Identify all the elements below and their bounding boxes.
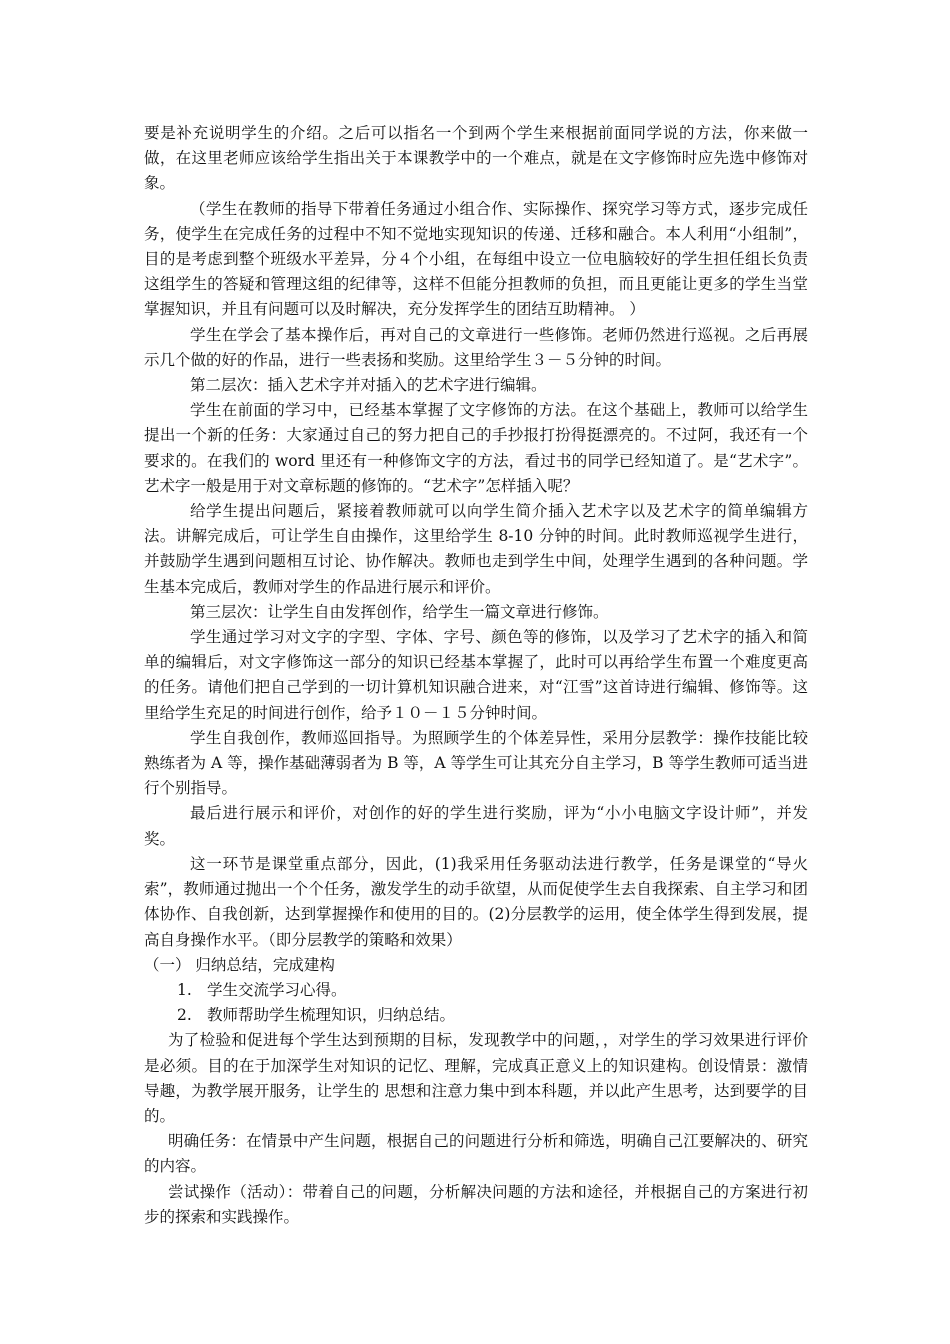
paragraph: 学生通过学习对文字的字型、字体、字号、颜色等的修饰，以及学习了艺术字的插入和简单的编辑后，对文字修饰这一部分的知识已经基本掌握了，此时可以再给学生布置一个难度更高的任务。请他们把自己学到的一切计算机知识融合进来，对“江雪”这首诗进行编辑、修饰等。这里给学生充足的时间进行创作，给予１０－１５分钟时间。 bbox=[144, 628, 808, 722]
paragraph: 学生在前面的学习中，已经基本掌握了文字修饰的方法。在这个基础上，教师可以给学生提出一个新的任务：大家通过自己的努力把自己的手抄报打扮得挺漂亮的。不过阿，我还有一个要求的。在我们的 word 里还有一种修饰文字的方法，看过书的同学已经知道了。是“艺术字”。艺术字一般是用于对文章标题的修饰的。“艺术字”怎样插入呢？ bbox=[144, 401, 808, 495]
paragraph: （学生在教师的指导下带着任务通过小组合作、实际操作、探究学习等方式，逐步完成任务，使学生在完成任务的过程中不知不觉地实现知识的传递、迁移和融合。本人利用“小组制”，目的是考虑到整个班级水平差异，分４个小组，在每组中设立一位电脑较好的学生担任组长负责这组学生的答疑和管理这组的纪律等，这样不但能分担教师的负担，而且更能让更多的学生当堂掌握知识，并且有问题可以及时解决，充分发挥学生的团结互助精神。 ） bbox=[144, 199, 808, 319]
document-body bbox=[144, 121, 808, 1230]
paragraph: 给学生提出问题后，紧接着教师就可以向学生简介插入艺术字以及艺术字的简单编辑方法。讲解完成后，可让学生自由操作，这里给学生 8-10 分钟的时间。此时教师巡视学生进行，并鼓励学生遇到问题相互讨论、协作解决。教师也走到学生中间，处理学生遇到的各种问题。学生基本完成后，教师对学生的作品进行展示和评价。 bbox=[144, 502, 808, 596]
paragraph: 明确任务：在情景中产生问题，根据自己的问题进行分析和筛选，明确自己江要解决的、研究的内容。 bbox=[144, 1132, 808, 1176]
paragraph: 要是补充说明学生的介绍。之后可以指名一个到两个学生来根据前面同学说的方法，你来做一做，在这里老师应该给学生指出关于本课教学中的一个难点，就是在文字修饰时应先选中修饰对象。 bbox=[144, 124, 808, 193]
list-text: 学生交流学习心得。 bbox=[207, 980, 347, 999]
paragraph: 最后进行展示和评价，对创作的好的学生进行奖励，评为“小小电脑文字设计师”，并发奖。 bbox=[144, 804, 808, 848]
section-heading: （一） 归纳总结，完成建构 bbox=[144, 955, 335, 974]
list-item bbox=[144, 1003, 808, 1028]
list-text: 教师帮助学生梳理知识，归纳总结。 bbox=[207, 1006, 456, 1025]
paragraph: 学生自我创作，教师巡回指导。为照顾学生的个体差异性，采用分层教学：操作技能比较熟练者为 A 等，操作基础薄弱者为 B 等，A 等学生可让其充分自主学习，B 等学生教师可适当进行个别指导。 bbox=[144, 728, 808, 798]
list-number: 1. bbox=[177, 980, 192, 999]
paragraph: 学生在学会了基本操作后，再对自己的文章进行一些修饰。老师仍然进行巡视。之后再展示几个做的好的作品，进行一些表扬和奖励。这里给学生３－５分钟的时间。 bbox=[144, 325, 808, 369]
paragraph: 为了检验和促进每个学生达到预期的目标，发现教学中的问题，，对学生的学习效果进行评价是必须。目的在于加深学生对知识的记忆、理解，完成真正意义上的知识建构。创设情景：激情导趣，为教学展开服务，让学生的 思想和注意力集中到本科题，并以此产生思考，达到要学的目的。 bbox=[144, 1031, 808, 1125]
paragraph: 这一环节是课堂重点部分，因此，(1)我采用任务驱动法进行教学，任务是课堂的“导火索”，教师通过抛出一个个任务，激发学生的动手欲望，从而促使学生去自我探索、自主学习和团体协作、自我创新，达到掌握操作和使用的目的。(2)分层教学的运用，使全体学生得到发展，提高自身操作水平。（即分层教学的策略和效果） bbox=[144, 854, 808, 949]
paragraph: 尝试操作（活动）：带着自己的问题，分析解决问题的方法和途径，并根据自己的方案进行初步的探索和实践操作。 bbox=[144, 1182, 808, 1226]
section-heading: 第二层次：插入艺术字并对插入的艺术字进行编辑。 bbox=[190, 376, 547, 395]
section-heading: 第三层次：让学生自由发挥创作，给学生一篇文章进行修饰。 bbox=[190, 602, 609, 621]
list-item bbox=[144, 978, 808, 1003]
list-number: 2. bbox=[177, 1006, 192, 1025]
